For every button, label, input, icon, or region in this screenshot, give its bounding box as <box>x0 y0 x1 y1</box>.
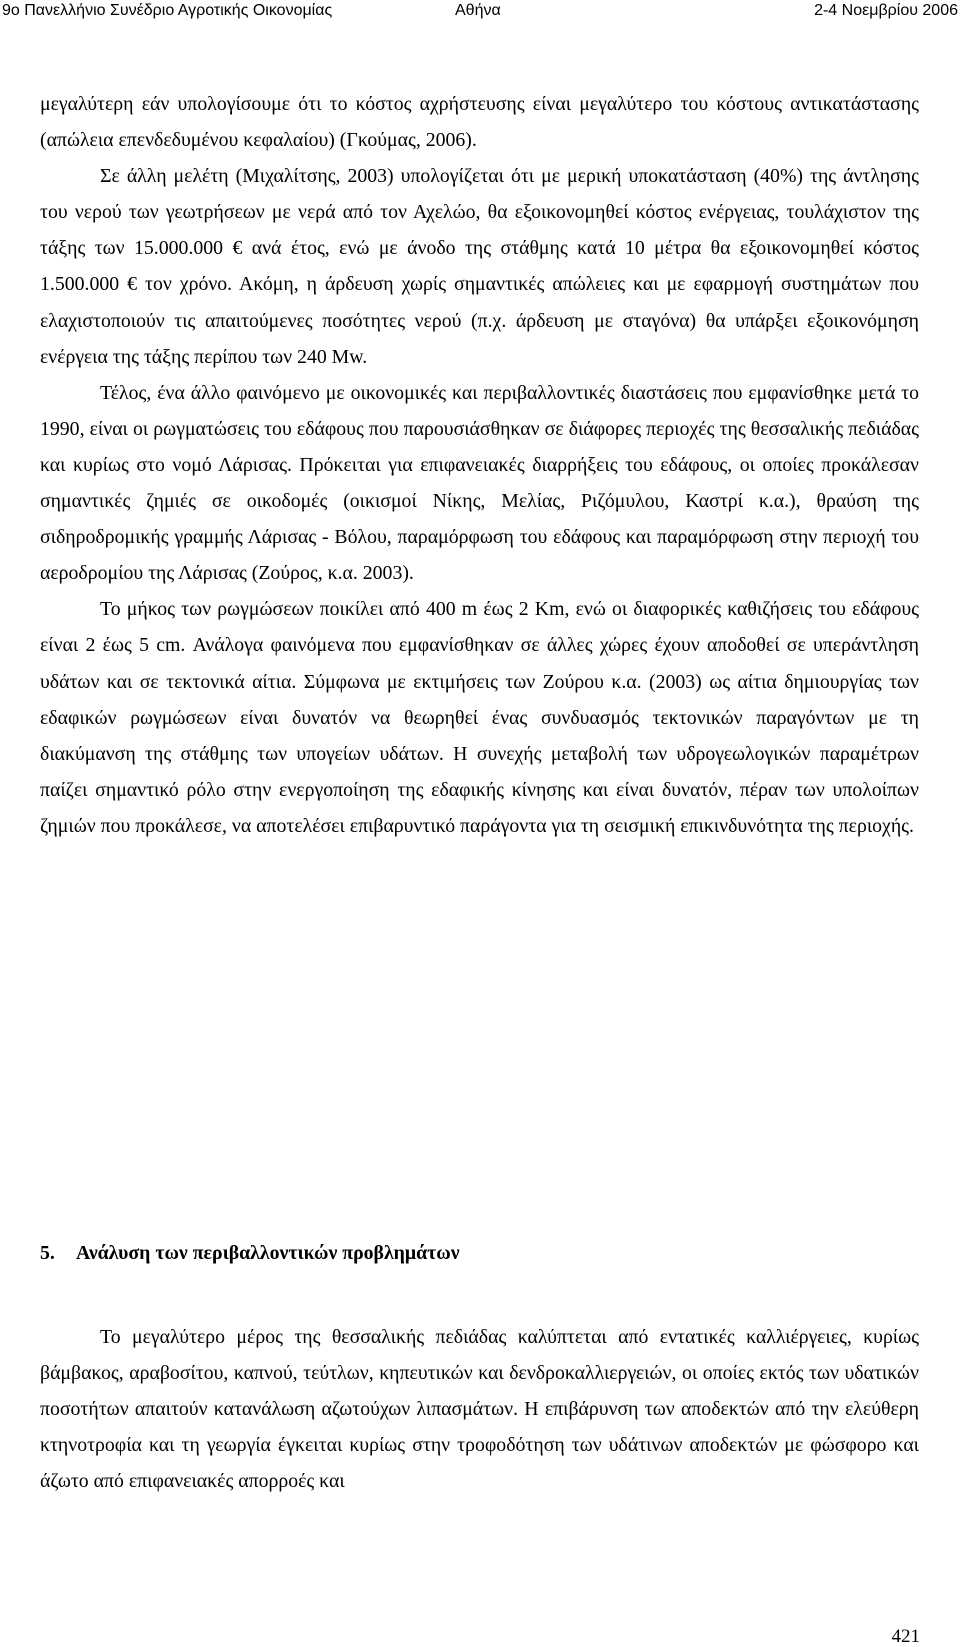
paragraph-ground-cracks: Τέλος, ένα άλλο φαινόμενο με οικονομικές και περιβαλλοντικές διαστάσεις που εμφανίσθηκε μετά το 1990, είναι οι ρωγματώσεις του εδάφους που παρουσιάσθηκαν σε διάφορες περιοχές της θεσσαλικής πεδιάδας και κυρίως στο νομό Λάρισας. Πρόκειται για επιφανειακές διαρρήξεις του εδάφους, οι οποίες προκάλεσαν σημαντικές ζημιές σε οικοδομές (οικισμοί Νίκης, Μελίας, Ριζόμυλου, Καστρί κ.α.), θραύση της σιδηροδρομικής γραμμής Λάρισας - Βόλου, παραμόρφωση του εδάφους και παραμόρφωση στην περιοχή του αεροδρομίου της Λάρισας (Ζούρος, κ.α. 2003). <box>40 381 919 585</box>
section-heading <box>40 1235 919 1271</box>
conference-title: 9ο Πανελλήνιο Συνέδριο Αγροτικής Οικονομίας <box>2 2 333 19</box>
body-text <box>40 86 919 844</box>
section-paragraph: Το μεγαλύτερο μέρος της θεσσαλικής πεδιάδας καλύπτεται από εντατικές καλλιέργειες, κυρίως βάμβακος, αραβοσίτου, καπνού, τεύτλων, κηπευτικών και δενδροκαλλιεργειών, οι οποίες εκτός των υδατικών ποσοτήτων απαιτούν κατανάλωση αζωτούχων λιπασμάτων. Η επιβάρυνση των αποδεκτών από την ελεύθερη κτηνοτροφία και τη γεωργία έγκειται κυρίως στην τροφοδότηση των υδάτινων αποδεκτών με φώσφορο και άζωτο από επιφανειακές απορροές και <box>40 1326 919 1493</box>
section-number: 5. <box>40 1242 55 1264</box>
paragraph-crack-causes: Το μήκος των ρωγμώσεων ποικίλει από 400 m έως 2 Km, ενώ οι διαφορικές καθιζήσεις του εδάφους είναι 2 έως 5 cm. Ανάλογα φαινόμενα που εμφανίσθηκαν σε άλλες χώρες έχουν αποδοθεί σε υπεράντληση υδάτων και σε τεκτονικά αίτια. Σύμφωνα με εκτιμήσεις των Ζούρου κ.α. (2003) ως αίτια δημιουργίας των εδαφικών ρωγμώσεων είναι δυνατόν να θεωρηθεί ένας συνδυασμός τεκτονικών παραγόντων με τη διακύμανση της στάθμης των υπογείων υδάτων. Η συνεχής μεταβολή των υδρογεωλογικών παραμέτρων παίζει σημαντικό ρόλο στην ενεργοποίηση της εδαφικής κίνησης και είναι δυνατόν, πέραν των υπολοίπων ζημιών που προκάλεσε, να αποτελέσει επιβαρυντικό παράγοντα για τη σεισμική επικινδυνότητα της περιοχής. <box>40 598 919 837</box>
page-header <box>0 0 960 30</box>
conference-city: Αθήνα <box>455 2 501 19</box>
section-body <box>40 1319 919 1499</box>
paragraph-continuation: μεγαλύτερη εάν υπολογίσουμε ότι το κόστος αχρήστευσης είναι μεγαλύτερο του κόστους αντικατάστασης (απώλεια επενδεδυμένου κεφαλαίου) (Γκούμας, 2006). <box>40 93 919 152</box>
conference-dates: 2-4 Νοεμβρίου 2006 <box>814 2 958 19</box>
section-title: Ανάλυση των περιβαλλοντικών προβλημάτων <box>76 1242 460 1264</box>
paragraph-energy-savings: Σε άλλη μελέτη (Μιχαλίτσης, 2003) υπολογίζεται ότι με μερική υποκατάσταση (40%) της άντλησης του νερού των γεωτρήσεων με νερά από τον Αχελώο, θα εξοικονομηθεί κόστος ενέργειας, τουλάχιστον της τάξης των 15.000.000 € ανά έτος, ενώ με άνοδο της στάθμης κατά 10 μέτρα θα εξοικονομηθεί κόστος 1.500.000 € τον χρόνο. Ακόμη, η άρδευση χωρίς σημαντικές απώλειες και με εφαρμογή συστημάτων που ελαχιστοποιούν τις απαιτούμενες ποσότητες νερού (π.χ. άρδευση με σταγόνα) θα υπάρξει εξοικονόμηση ενέργεια της τάξης περίπου των 240 Mw. <box>40 165 919 368</box>
page-number: 421 <box>891 1626 920 1647</box>
